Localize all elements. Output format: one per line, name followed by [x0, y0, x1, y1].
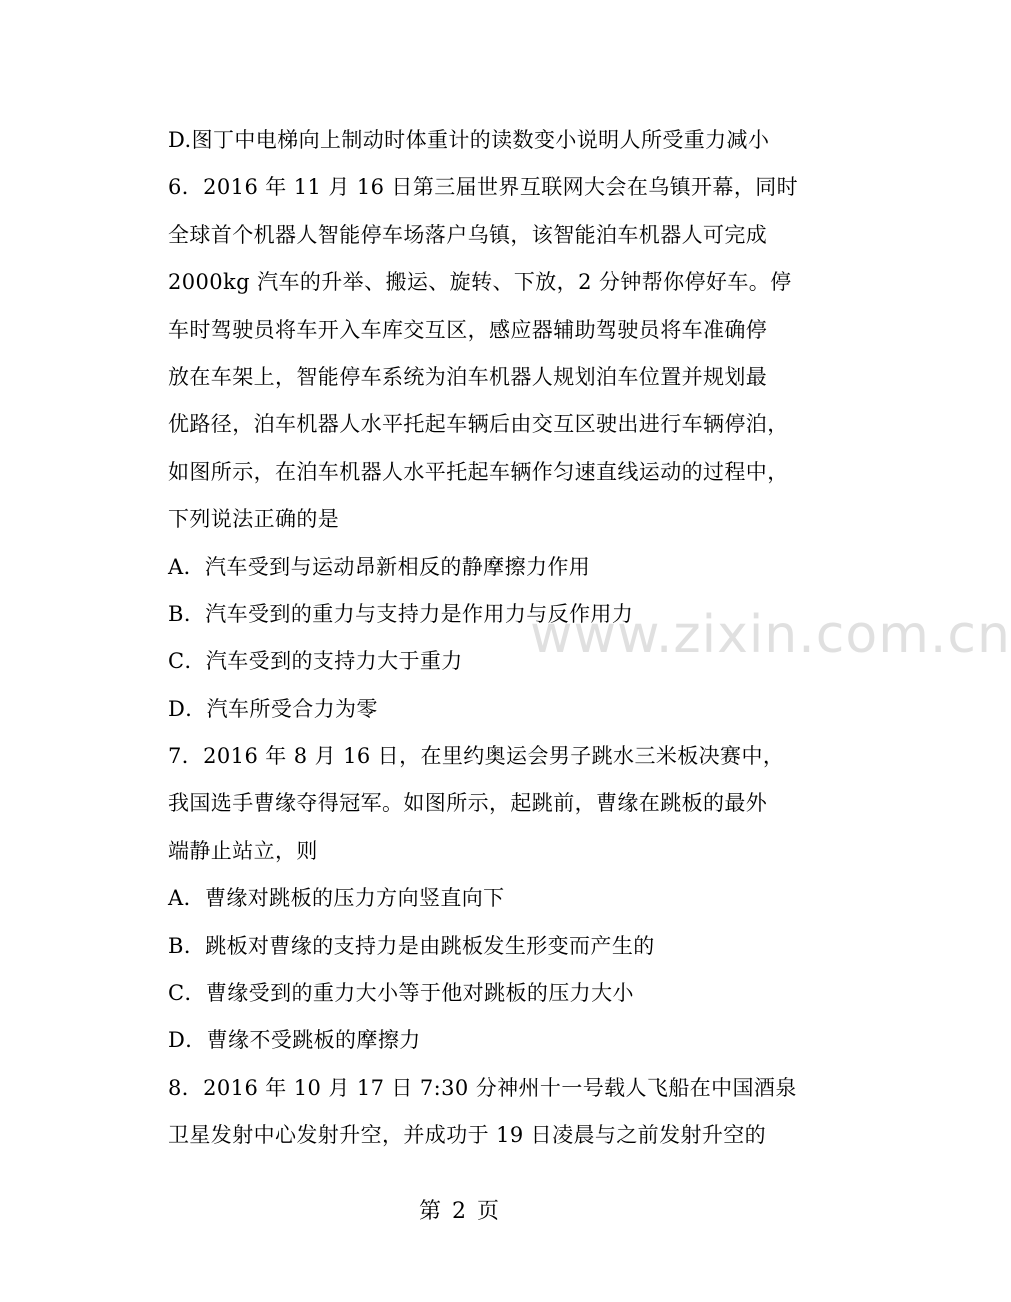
text-line: D.图丁中电梯向上制动时体重计的读数变小说明人所受重力减小 [168, 128, 770, 152]
option-b: B．跳板对曹缘的支持力是由跳板发生形变而产生的 [168, 933, 655, 958]
option-a: A．汽车受到与运动昂新相反的静摩擦力作用 [168, 554, 591, 579]
question-7-line: 7．2016 年 8 月 16 日，在里约奥运会男子跳水三米板决赛中， [168, 744, 785, 769]
text-line: 车时驾驶员将车开入车库交互区，感应器辅助驾驶员将车准确停 [168, 317, 768, 342]
text-line: 下列说法正确的是 [168, 507, 340, 532]
text-line: 2000kg 汽车的升举、搬运、旋转、下放，2 分钟帮你停好车。停 [168, 270, 792, 295]
text-line: 卫星发射中心发射升空，并成功于 19 日凌晨与之前发射升空的 [168, 1123, 767, 1148]
text-line: 如图所示，在泊车机器人水平托起车辆作匀速直线运动的过程中， [168, 459, 789, 484]
option-a: A．曹缘对跳板的压力方向竖直向下 [168, 886, 505, 911]
option-b: B．汽车受到的重力与支持力是作用力与反作用力 [168, 601, 634, 626]
text-line: 端静止站立，则 [168, 838, 318, 863]
question-8-line: 8．2016 年 10 月 17 日 7:30 分神州十一号载人飞船在中国酒泉 [168, 1075, 797, 1100]
option-d: D．汽车所受合力为零 [168, 696, 378, 721]
text-line: 放在车架上，智能停车系统为泊车机器人规划泊车位置并规划最 [168, 364, 768, 389]
option-c: C．曹缘受到的重力大小等于他对跳板的压力大小 [168, 981, 634, 1006]
question-6-line: 6．2016 年 11 月 16 日第三届世界互联网大会在乌镇开幕，同时 [168, 175, 799, 200]
watermark: www.zixin.com.cn [530, 605, 1011, 665]
text-line: 我国选手曹缘夺得冠军。如图所示，起跳前，曹缘在跳板的最外 [168, 791, 768, 816]
text-line: 优路径，泊车机器人水平托起车辆后由交互区驶出进行车辆停泊， [168, 412, 789, 437]
option-d: D．曹缘不受跳板的摩擦力 [168, 1028, 421, 1053]
option-c: C．汽车受到的支持力大于重力 [168, 649, 463, 674]
page-number: 第 2 页 [419, 1199, 501, 1224]
text-line: 全球首个机器人智能停车场落户乌镇，该智能泊车机器人可完成 [168, 222, 768, 247]
